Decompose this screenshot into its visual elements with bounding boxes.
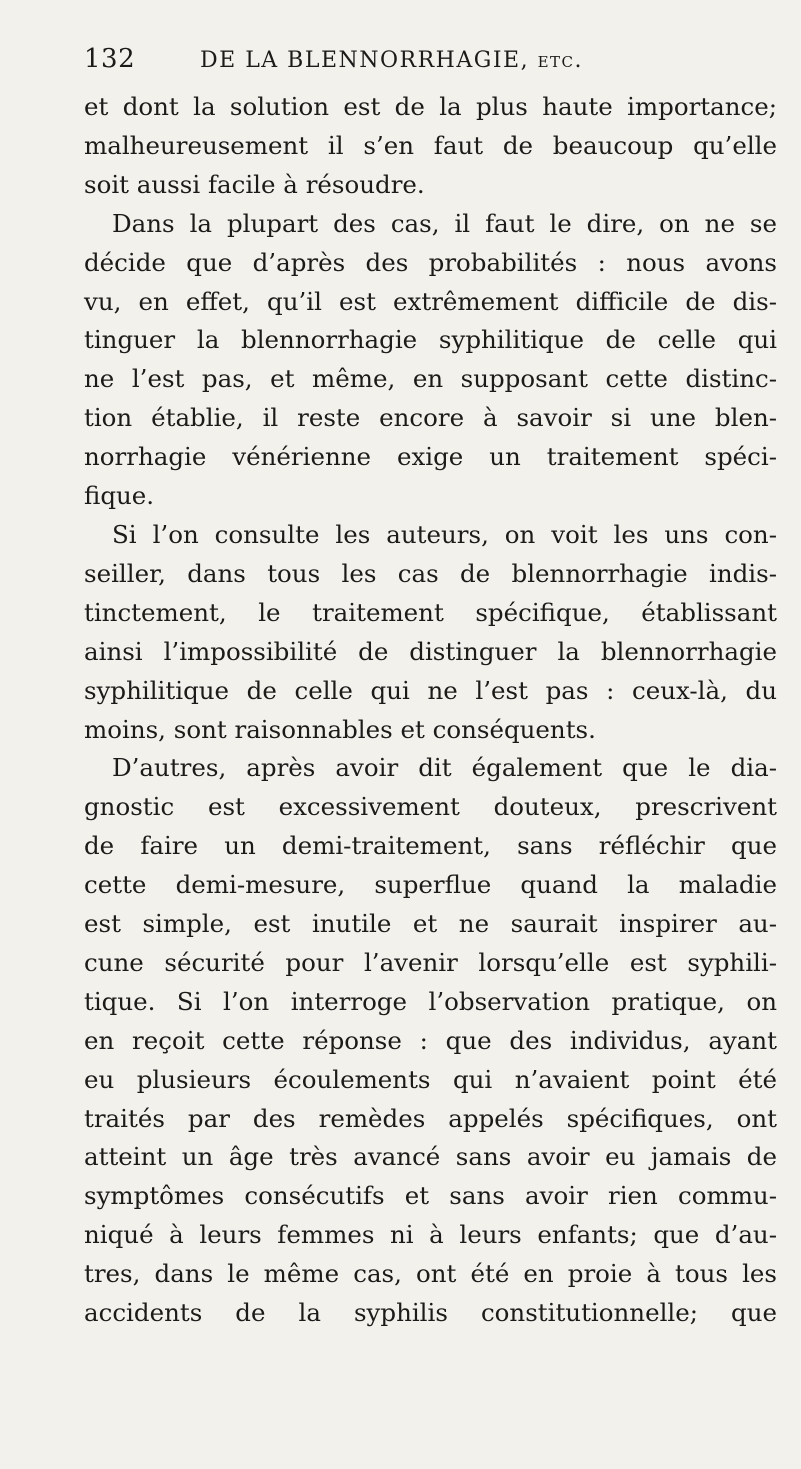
text-line: symptômes consécutifs et sans avoir rien commu- [84,1181,777,1211]
text-line: vu, en effet, qu’il est extrêmement difficile de dis- [84,286,777,316]
body-text [84,88,777,1333]
text-line: norrhagie vénérienne exige un traitement spéci- [84,442,777,472]
running-title: DE LA BLENNORRHAGIE, etc. [200,48,583,73]
text-line: ainsi l’impossibilité de distinguer la blennorrhagie [84,636,777,666]
text-line: cune sécurité pour l’avenir lorsqu’elle est syphili- [84,947,777,977]
page-header [84,44,777,84]
text-line: et dont la solution est de la plus haute importance; [84,92,777,121]
text-line: est simple, est inutile et ne saurait inspirer au- [84,909,777,939]
paragraph-start-line: D’autres, après avoir dit également que le dia- [112,753,777,783]
text-line: moins, sont raisonnables et conséquents. [84,714,596,744]
text-line: en reçoit cette réponse : que des individus, ayant [84,1025,777,1055]
text-line: gnostic est excessivement douteux, prescrivent [84,792,777,822]
text-line: tique. Si l’on interroge l’observation pratique, on [84,986,777,1016]
text-line: eu plusieurs écoulements qui n’avaient point été [84,1064,777,1094]
text-line: syphilitique de celle qui ne l’est pas : ceux-là, du [84,675,777,705]
text-line: seiller, dans tous les cas de blennorrhagie indis- [84,558,777,588]
text-line: tinctement, le traitement spécifique, établissant [84,597,777,627]
paragraph-start-line: Dans la plupart des cas, il faut le dire, on ne se [112,208,777,238]
text-line: niqué à leurs femmes ni à leurs enfants; que d’au- [84,1220,777,1250]
text-line: décide que d’après des probabilités : nous avons [84,247,777,277]
paragraph-start-line: Si l’on consulte les auteurs, on voit les uns con- [112,519,777,549]
text-line: atteint un âge très avancé sans avoir eu jamais de [84,1142,777,1172]
text-line: tinguer la blennorrhagie syphilitique de celle qui [84,325,777,355]
text-line: fique. [84,481,155,511]
text-line: traités par des remèdes appelés spécifiques, ont [84,1103,777,1133]
text-line: de faire un demi-traitement, sans réfléchir que [84,831,777,861]
text-line: malheureusement il s’en faut de beaucoup qu’elle [84,130,777,160]
page-number: 132 [84,44,136,74]
text-line: cette demi-mesure, superflue quand la maladie [84,870,777,900]
text-line: tres, dans le même cas, ont été en proie à tous les [84,1259,777,1289]
text-line: soit aussi facile à résoudre. [84,169,425,199]
text-line: tion établie, il reste encore à savoir si une blen- [84,403,777,433]
text-line: ne l’est pas, et même, en supposant cette distinc- [84,364,777,394]
text-line: accidents de la syphilis constitutionnelle; que [84,1298,777,1328]
